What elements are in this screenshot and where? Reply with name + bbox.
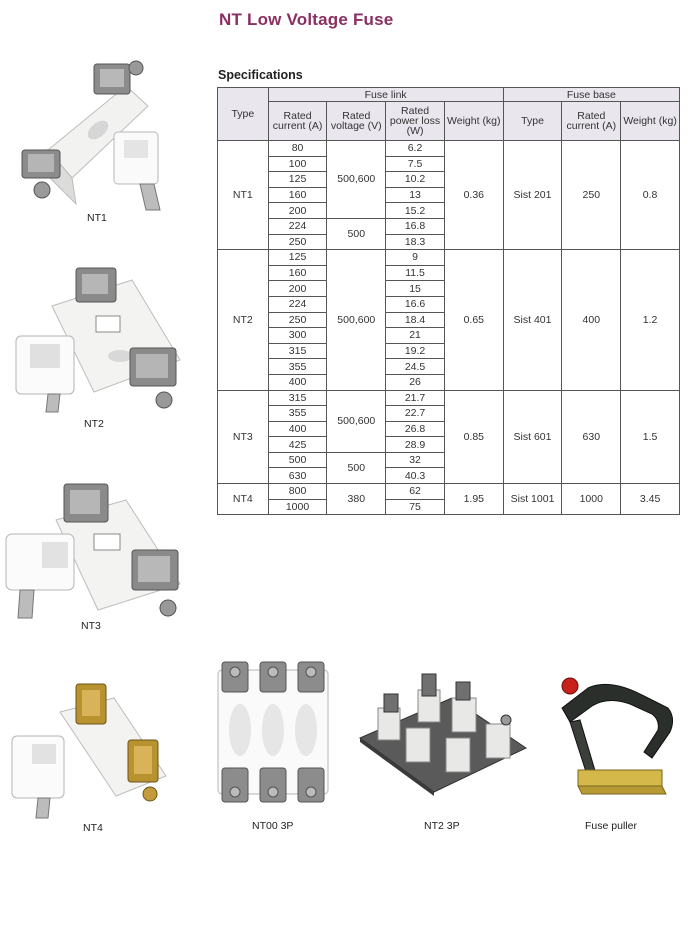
cell-voltage: 500 bbox=[327, 452, 386, 483]
cell-base-current: 630 bbox=[562, 390, 621, 484]
cell-base-weight: 0.8 bbox=[621, 141, 680, 250]
cell-loss: 21.7 bbox=[386, 390, 445, 406]
cell-base-type: Sist 401 bbox=[503, 250, 562, 390]
cell-weight: 1.95 bbox=[444, 484, 503, 515]
cell-loss: 26 bbox=[386, 374, 445, 390]
cell-base-current: 400 bbox=[562, 250, 621, 390]
cell-loss: 10.2 bbox=[386, 172, 445, 188]
cell-weight: 0.36 bbox=[444, 141, 503, 250]
cell-current: 250 bbox=[268, 234, 327, 250]
nt2-fuse-image bbox=[8, 262, 186, 420]
cell-current: 100 bbox=[268, 156, 327, 172]
cell-current: 400 bbox=[268, 374, 327, 390]
cell-current: 630 bbox=[268, 468, 327, 484]
cell-loss: 62 bbox=[386, 484, 445, 500]
nt00-3p-image bbox=[214, 660, 332, 806]
cell-base-type: Sist 601 bbox=[503, 390, 562, 484]
page-title: NT Low Voltage Fuse bbox=[219, 10, 394, 29]
cell-loss: 19.2 bbox=[386, 343, 445, 359]
cell-loss: 40.3 bbox=[386, 468, 445, 484]
table-row bbox=[218, 390, 680, 406]
cell-current: 224 bbox=[268, 218, 327, 234]
cell-current: 160 bbox=[268, 265, 327, 281]
nt00-3p-caption: NT00 3P bbox=[252, 820, 294, 832]
cell-current: 315 bbox=[268, 343, 327, 359]
cell-weight: 0.65 bbox=[444, 250, 503, 390]
cell-voltage: 500,600 bbox=[327, 390, 386, 452]
cell-current: 160 bbox=[268, 187, 327, 203]
cell-current: 250 bbox=[268, 312, 327, 328]
header-rated-current: Rated current (A) bbox=[268, 102, 327, 141]
nt3-fuse-image bbox=[2, 480, 186, 630]
header-rated-voltage: Rated voltage (V) bbox=[327, 102, 386, 141]
header-base-rated-current: Rated current (A) bbox=[562, 102, 621, 141]
nt2-caption: NT2 bbox=[84, 418, 104, 430]
nt3-caption: NT3 bbox=[81, 620, 101, 632]
cell-voltage: 500,600 bbox=[327, 250, 386, 390]
cell-current: 425 bbox=[268, 437, 327, 453]
cell-base-weight: 3.45 bbox=[621, 484, 680, 515]
cell-loss: 9 bbox=[386, 250, 445, 266]
header-base-weight: Weight (kg) bbox=[621, 102, 680, 141]
nt4-fuse-image bbox=[4, 678, 186, 822]
cell-current: 80 bbox=[268, 141, 327, 157]
cell-current: 224 bbox=[268, 296, 327, 312]
specifications-table bbox=[217, 87, 680, 515]
cell-current: 800 bbox=[268, 484, 327, 500]
cell-voltage: 500 bbox=[327, 218, 386, 249]
nt2-3p-image bbox=[356, 668, 530, 796]
header-fuse-link: Fuse link bbox=[268, 88, 503, 102]
cell-loss: 15 bbox=[386, 281, 445, 297]
header-fuse-base: Fuse base bbox=[503, 88, 679, 102]
cell-base-weight: 1.2 bbox=[621, 250, 680, 390]
cell-current: 300 bbox=[268, 328, 327, 344]
header-type: Type bbox=[218, 88, 269, 141]
nt1-caption: NT1 bbox=[87, 212, 107, 224]
cell-loss: 28.9 bbox=[386, 437, 445, 453]
cell-loss: 16.6 bbox=[386, 296, 445, 312]
cell-loss: 32 bbox=[386, 452, 445, 468]
cell-current: 355 bbox=[268, 359, 327, 375]
cell-loss: 21 bbox=[386, 328, 445, 344]
table-row bbox=[218, 250, 680, 266]
cell-loss: 75 bbox=[386, 499, 445, 515]
cell-base-current: 250 bbox=[562, 141, 621, 250]
cell-loss: 6.2 bbox=[386, 141, 445, 157]
cell-base-weight: 1.5 bbox=[621, 390, 680, 484]
fuse-puller-image bbox=[548, 668, 680, 810]
cell-current: 200 bbox=[268, 281, 327, 297]
cell-base-type: Sist 1001 bbox=[503, 484, 562, 515]
fuse-puller-caption: Fuse puller bbox=[585, 820, 637, 832]
cell-loss: 7.5 bbox=[386, 156, 445, 172]
cell-weight: 0.85 bbox=[444, 390, 503, 484]
cell-type: NT3 bbox=[218, 390, 269, 484]
table-row bbox=[218, 141, 680, 157]
header-rated-power-loss: Rated power loss (W) bbox=[386, 102, 445, 141]
cell-voltage: 380 bbox=[327, 484, 386, 515]
cell-loss: 13 bbox=[386, 187, 445, 203]
cell-loss: 18.4 bbox=[386, 312, 445, 328]
cell-type: NT1 bbox=[218, 141, 269, 250]
cell-current: 200 bbox=[268, 203, 327, 219]
cell-current: 500 bbox=[268, 452, 327, 468]
cell-current: 355 bbox=[268, 406, 327, 422]
cell-type: NT4 bbox=[218, 484, 269, 515]
cell-loss: 22.7 bbox=[386, 406, 445, 422]
cell-loss: 16.8 bbox=[386, 218, 445, 234]
cell-voltage: 500,600 bbox=[327, 141, 386, 219]
header-base-type: Type bbox=[503, 102, 562, 141]
cell-type: NT2 bbox=[218, 250, 269, 390]
cell-base-type: Sist 201 bbox=[503, 141, 562, 250]
cell-current: 125 bbox=[268, 172, 327, 188]
cell-current: 315 bbox=[268, 390, 327, 406]
table-row bbox=[218, 484, 680, 500]
cell-current: 125 bbox=[268, 250, 327, 266]
cell-loss: 15.2 bbox=[386, 203, 445, 219]
cell-base-current: 1000 bbox=[562, 484, 621, 515]
cell-current: 1000 bbox=[268, 499, 327, 515]
cell-loss: 11.5 bbox=[386, 265, 445, 281]
cell-loss: 24.5 bbox=[386, 359, 445, 375]
nt4-caption: NT4 bbox=[83, 822, 103, 834]
cell-loss: 18.3 bbox=[386, 234, 445, 250]
specifications-heading: Specifications bbox=[218, 68, 303, 82]
nt1-fuse-image bbox=[14, 58, 186, 216]
cell-current: 400 bbox=[268, 421, 327, 437]
cell-loss: 26.8 bbox=[386, 421, 445, 437]
header-weight: Weight (kg) bbox=[444, 102, 503, 141]
nt2-3p-caption: NT2 3P bbox=[424, 820, 460, 832]
